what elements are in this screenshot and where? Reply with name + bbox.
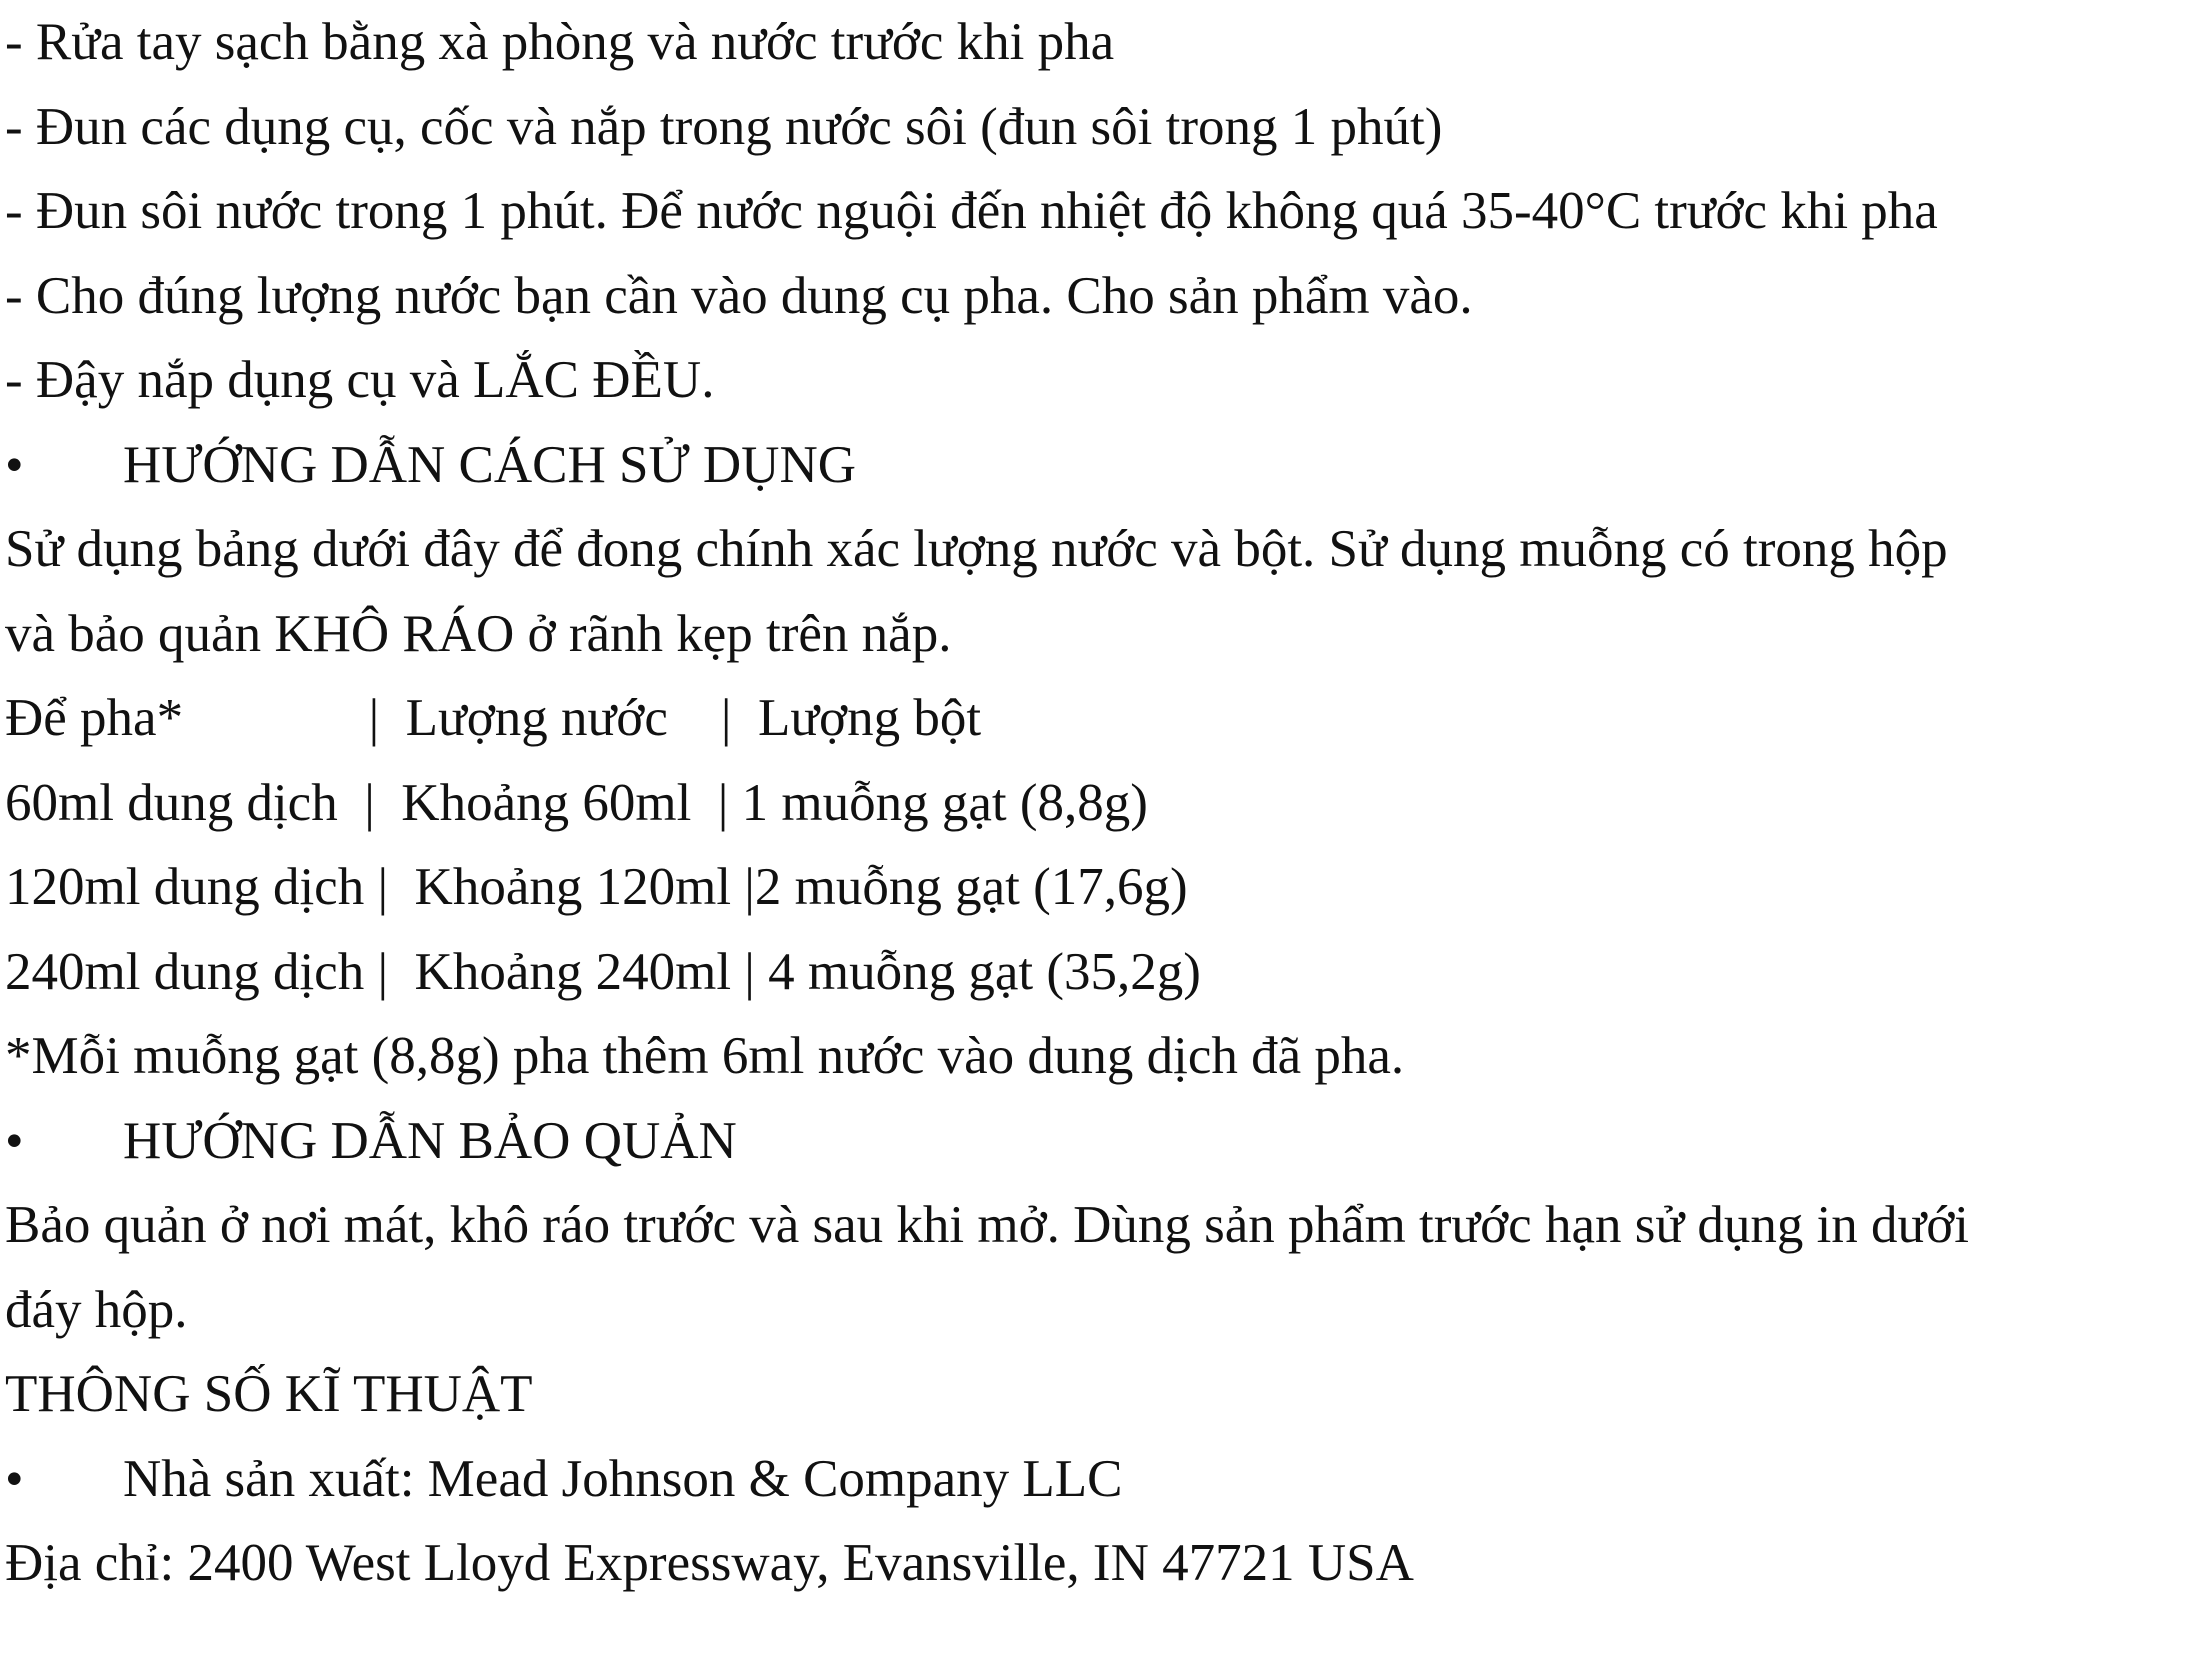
bullet-icon: • [5, 435, 24, 494]
dosage-table-row: 60ml dung dịch | Khoảng 60ml | 1 muỗng gạt (8,8g) [5, 773, 1148, 832]
usage-intro-line-2: và bảo quản KHÔ RÁO ở rãnh kẹp trên nắp. [5, 604, 952, 663]
prep-step-1: - Rửa tay sạch bằng xà phòng và nước trước khi pha [5, 13, 1115, 71]
address-text: Địa chỉ: 2400 West Lloyd Expressway, Evansville, IN 47721 USA [5, 1534, 1414, 1592]
usage-intro-line-1: Sử dụng bảng dưới đây để đong chính xác lượng nước và bột. Sử dụng muỗng có trong hộp [5, 520, 1948, 578]
prep-step-3: - Đun sôi nước trong 1 phút. Để nước nguội đến nhiệt độ không quá 35-40°C trước khi pha [5, 182, 1938, 240]
prep-step-5: - Đậy nắp dụng cụ và LẮC ĐỀU. [5, 351, 715, 409]
dosage-table-header: Để pha* | Lượng nước | Lượng bột [5, 689, 982, 747]
usage-heading-row [5, 423, 2195, 508]
document-body [5, 0, 2195, 1606]
bullet-icon: • [5, 1111, 24, 1170]
manufacturer-text: Nhà sản xuất: Mead Johnson & Company LLC [123, 1449, 1123, 1508]
prep-step-4: - Cho đúng lượng nước bạn cần vào dung cụ pha. Cho sản phẩm vào. [5, 266, 1473, 325]
storage-heading-row [5, 1099, 2195, 1184]
storage-text-line-1: Bảo quản ở nơi mát, khô ráo trước và sau khi mở. Dùng sản phẩm trước hạn sử dụng in dưới [5, 1196, 1970, 1254]
specs-heading: THÔNG SỐ KĨ THUẬT [5, 1365, 533, 1423]
bullet-icon: • [5, 1449, 24, 1508]
dosage-table-row: 120ml dung dịch | Khoảng 120ml |2 muỗng gạt (17,6g) [5, 858, 1188, 916]
storage-text-line-2: đáy hộp. [5, 1280, 188, 1339]
manufacturer-row [5, 1437, 2195, 1522]
dosage-table-row: 240ml dung dịch | Khoảng 240ml | 4 muỗng gạt (35,2g) [5, 942, 1201, 1001]
dosage-note: *Mỗi muỗng gạt (8,8g) pha thêm 6ml nước vào dung dịch đã pha. [5, 1027, 1405, 1085]
prep-step-2: - Đun các dụng cụ, cốc và nắp trong nước sôi (đun sôi trong 1 phút) [5, 97, 1443, 156]
storage-heading: HƯỚNG DẪN BẢO QUẢN [123, 1111, 737, 1170]
usage-heading: HƯỚNG DẪN CÁCH SỬ DỤNG [123, 435, 856, 494]
